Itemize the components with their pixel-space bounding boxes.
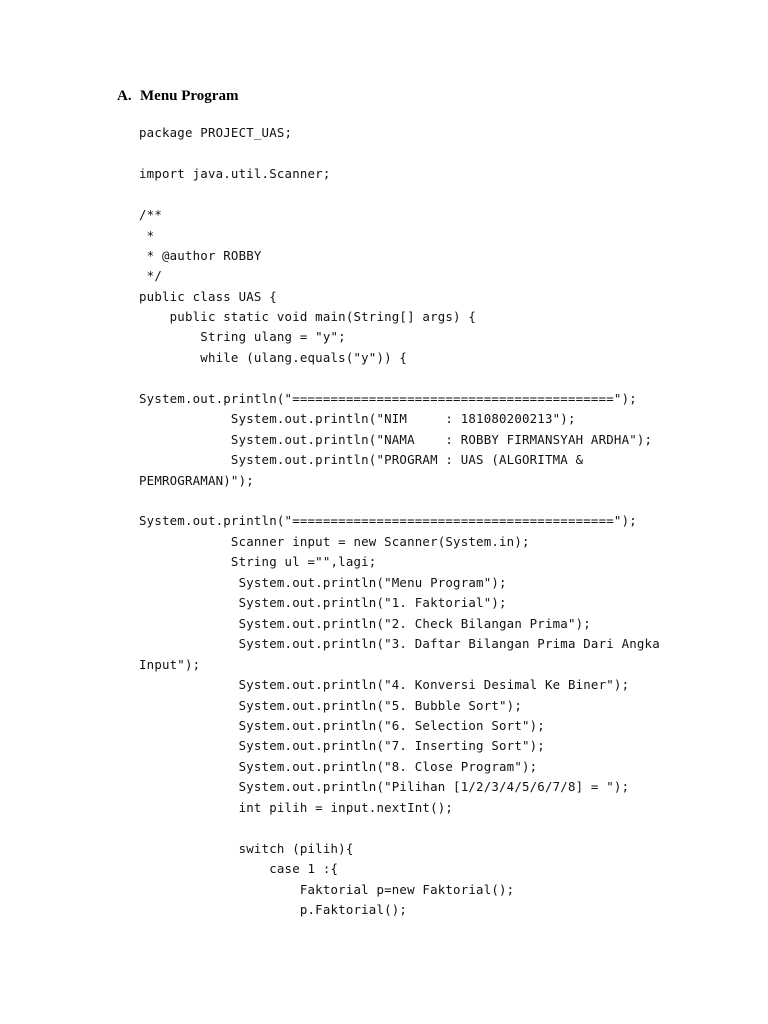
code-line-pilih: int pilih = input.nextInt(); [139,800,454,815]
code-line-faktorial-new: Faktorial p=new Faktorial(); [139,882,515,897]
code-line-menu-3: System.out.println("3. Daftar Bilangan Prima Dari Angka [139,636,660,651]
code-line-class: public class UAS { [139,289,277,304]
code-line-comment: * [139,228,155,243]
code-line-nama: System.out.println("NAMA : ROBBY FIRMANSYAH ARDHA"); [139,432,653,447]
code-line-case-1: case 1 :{ [139,861,339,876]
code-line-comment-end: */ [139,268,162,283]
code-line-program: System.out.println("PROGRAM : UAS (ALGORITMA & [139,452,584,467]
code-line-menu-7: System.out.println("7. Inserting Sort"); [139,738,545,753]
code-line-pilihan: System.out.println("Pilihan [1/2/3/4/5/6/7/8] = "); [139,779,630,794]
code-line-string-ul: String ul ="",lagi; [139,554,377,569]
code-line-nim: System.out.println("NIM : 181080200213"); [139,411,576,426]
code-line-separator: System.out.println("=========================================="); [139,513,637,528]
code-line-separator: System.out.println("=========================================="); [139,391,637,406]
code-line-faktorial-call: p.Faktorial(); [139,902,408,917]
code-line-package: package PROJECT_UAS; [139,125,293,140]
code-line-switch: switch (pilih){ [139,841,354,856]
code-listing [139,0,739,1024]
code-line-comment-start: /** [139,207,162,222]
code-line-author: * @author ROBBY [139,248,262,263]
code-line-menu-8: System.out.println("8. Close Program"); [139,759,538,774]
code-line-menu-title: System.out.println("Menu Program"); [139,575,507,590]
code-line-program-cont: PEMROGRAMAN)"); [139,473,254,488]
section-title: Menu Program [140,88,239,104]
code-line-menu-5: System.out.println("5. Bubble Sort"); [139,698,522,713]
code-line-main: public static void main(String[] args) { [139,309,477,324]
code-line-menu-2: System.out.println("2. Check Bilangan Prima"); [139,616,591,631]
code-line-ulang: String ulang = "y"; [139,329,346,344]
code-line-scanner: Scanner input = new Scanner(System.in); [139,534,530,549]
code-line-import: import java.util.Scanner; [139,166,331,181]
code-line-while: while (ulang.equals("y")) { [139,350,408,365]
code-line-menu-1: System.out.println("1. Faktorial"); [139,595,507,610]
code-line-menu-3-cont: Input"); [139,657,201,672]
code-line-menu-4: System.out.println("4. Konversi Desimal Ke Biner"); [139,677,630,692]
section-number: A. [117,88,132,104]
code-line-menu-6: System.out.println("6. Selection Sort"); [139,718,545,733]
